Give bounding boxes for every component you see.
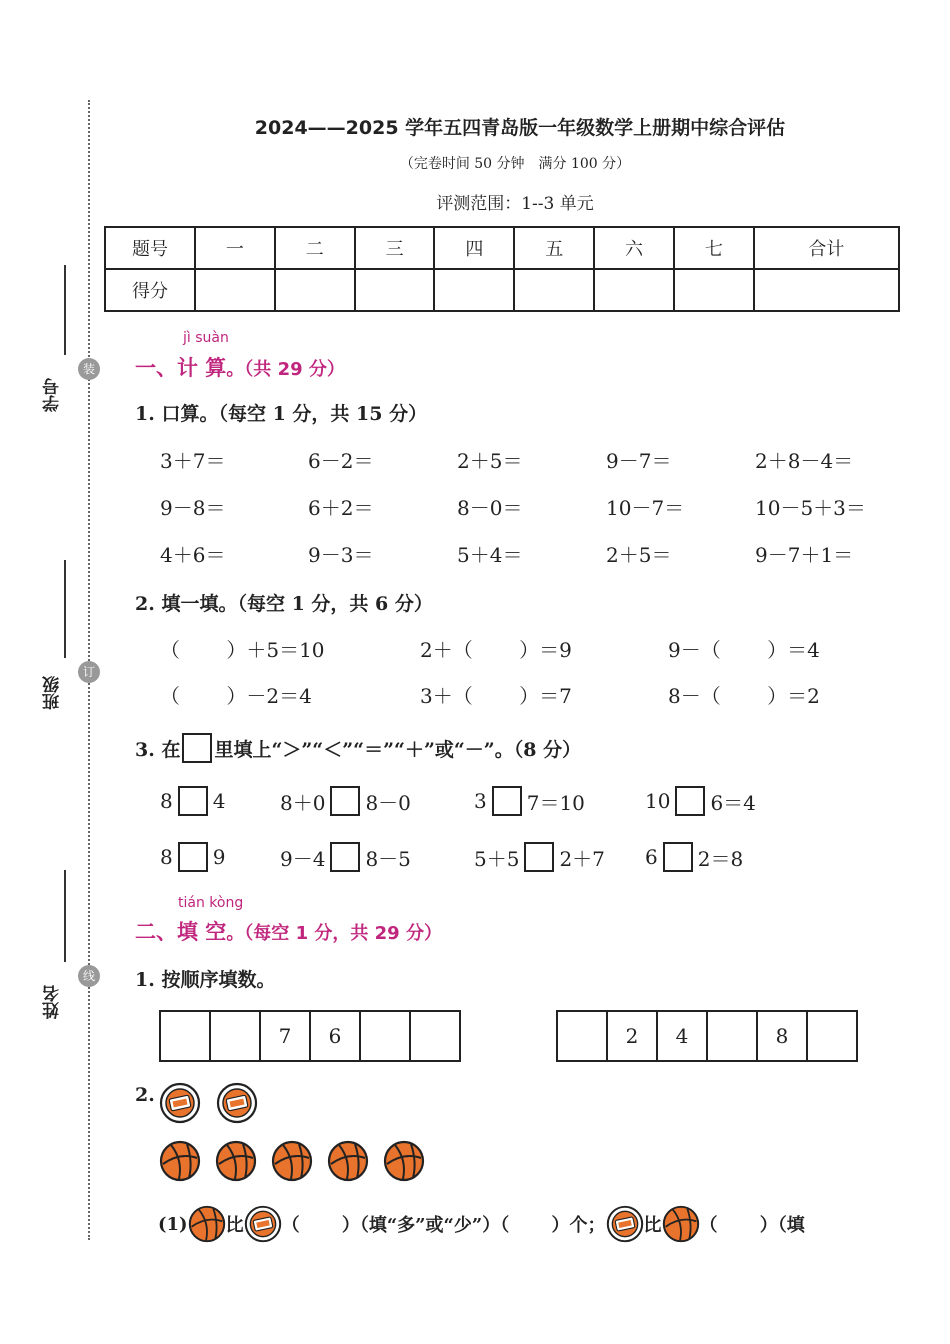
volleyball-icon xyxy=(159,1082,201,1124)
answer-box-icon xyxy=(182,733,212,763)
compare-right: 9 xyxy=(212,845,226,869)
number-sequence-1 xyxy=(159,1010,461,1062)
section-title xyxy=(135,916,442,946)
basketball-icon xyxy=(327,1140,369,1182)
student-id-label: 学号 xyxy=(43,378,63,412)
question-title: 2. xyxy=(135,1084,155,1106)
volleyball-icon xyxy=(606,1205,644,1243)
answer-box[interactable] xyxy=(178,786,208,816)
question-text: （ ）（填“多”或“少”）（ ）个； xyxy=(281,1215,606,1236)
question-line xyxy=(158,1205,805,1243)
basketball-icon xyxy=(383,1140,425,1182)
math-expression: 4＋6＝ xyxy=(160,543,226,567)
compare-right: 8－5 xyxy=(365,846,411,871)
math-expression: 6＋2＝ xyxy=(308,496,374,520)
compare-left: 3 xyxy=(474,789,487,813)
fill-expression[interactable]: 9－（ ）＝4 xyxy=(668,638,820,662)
basketball-icon xyxy=(271,1140,313,1182)
compare-right: 7＝10 xyxy=(526,790,585,815)
table-row-label: 得分 xyxy=(105,269,195,311)
student-id-line xyxy=(64,265,66,355)
compare-right: 8－0 xyxy=(365,790,411,815)
question-suffix: 里填上“＞”“＜”“＝”“＋”或“－”。（8 分） xyxy=(214,738,582,761)
section-score: 。（每空 1 分，共 29 分） xyxy=(226,923,442,944)
score-cell[interactable] xyxy=(275,269,355,311)
compare-item xyxy=(280,786,411,816)
sequence-cell[interactable] xyxy=(361,1012,411,1060)
math-expression: 9－7＝ xyxy=(606,449,672,473)
section-title-text: 一、计 算 xyxy=(135,356,227,380)
sequence-cell[interactable] xyxy=(708,1012,758,1060)
class-line xyxy=(64,560,66,658)
binding-circle: 装 xyxy=(78,358,100,380)
table-row xyxy=(105,227,899,269)
exam-info: （完卷时间 50 分钟 满分 100 分） xyxy=(399,156,631,172)
sequence-cell[interactable]: 6 xyxy=(311,1012,361,1060)
compare-left: 8 xyxy=(160,845,173,869)
score-cell[interactable] xyxy=(355,269,435,311)
table-header-cell: 题号 xyxy=(105,227,195,269)
exam-range: 评测范围：1--3 单元 xyxy=(436,194,594,214)
page-title: 2024——2025 学年五四青岛版一年级数学上册期中综合评估 xyxy=(254,117,786,139)
score-cell[interactable] xyxy=(674,269,754,311)
table-header-cell: 一 xyxy=(195,227,275,269)
table-header-cell: 四 xyxy=(434,227,514,269)
table-header-cell: 二 xyxy=(275,227,355,269)
fill-expression[interactable]: 3＋（ ）＝7 xyxy=(420,684,572,708)
volleyball-icon xyxy=(216,1082,258,1124)
table-header-cell: 六 xyxy=(594,227,674,269)
answer-box[interactable] xyxy=(524,842,554,872)
basketball-icon xyxy=(159,1140,201,1182)
name-line xyxy=(64,870,66,962)
question-title: 1. 按顺序填数。 xyxy=(135,969,276,991)
compare-left: 5＋5 xyxy=(474,846,520,871)
table-header-cell: 五 xyxy=(514,227,594,269)
score-cell[interactable] xyxy=(195,269,275,311)
math-expression: 3＋7＝ xyxy=(160,449,226,473)
score-cell[interactable] xyxy=(434,269,514,311)
binding-circle: 订 xyxy=(78,661,100,683)
math-expression: 8－0＝ xyxy=(457,496,523,520)
math-expression: 2＋5＝ xyxy=(457,449,523,473)
compare-item xyxy=(280,842,411,872)
name-label: 姓名 xyxy=(43,985,63,1019)
sequence-cell[interactable] xyxy=(808,1012,856,1060)
question-title xyxy=(135,733,581,763)
answer-box[interactable] xyxy=(663,842,693,872)
math-expression: 9－8＝ xyxy=(160,496,226,520)
math-expression: 6－2＝ xyxy=(308,449,374,473)
sequence-cell[interactable] xyxy=(411,1012,459,1060)
sequence-cell[interactable] xyxy=(161,1012,211,1060)
score-cell[interactable] xyxy=(594,269,674,311)
compare-right: 2＝8 xyxy=(697,846,744,871)
question-label: (1) xyxy=(158,1213,188,1235)
compare-item xyxy=(474,786,585,816)
section-pinyin: jì suàn xyxy=(183,330,229,346)
compare-left: 10 xyxy=(645,789,671,813)
compare-left: 6 xyxy=(645,845,658,869)
table-row xyxy=(105,269,899,311)
score-cell[interactable] xyxy=(514,269,594,311)
compare-word: 比 xyxy=(643,1215,662,1236)
section-score: 。（共 29 分） xyxy=(226,359,345,380)
answer-box[interactable] xyxy=(178,842,208,872)
fill-expression[interactable]: 8－（ ）＝2 xyxy=(668,684,820,708)
question-title: 2. 填一填。（每空 1 分，共 6 分） xyxy=(135,593,433,615)
binding-circle: 线 xyxy=(78,965,100,987)
table-header-cell: 合计 xyxy=(754,227,899,269)
basketball-icon xyxy=(215,1140,257,1182)
class-label: 班级 xyxy=(43,676,63,710)
compare-item xyxy=(160,786,225,816)
compare-item xyxy=(645,786,756,816)
compare-right: 6＝4 xyxy=(710,790,756,815)
sequence-cell[interactable] xyxy=(211,1012,261,1060)
sequence-cell[interactable]: 7 xyxy=(261,1012,311,1060)
math-expression: 5＋4＝ xyxy=(457,543,523,567)
question-prefix: 3. 在 xyxy=(135,738,181,761)
compare-word: 比 xyxy=(225,1215,244,1236)
math-expression: 9－7＋1＝ xyxy=(755,543,854,567)
answer-box[interactable] xyxy=(330,786,360,816)
score-table xyxy=(104,226,900,312)
math-expression: 10－7＝ xyxy=(606,496,685,520)
basketball-icon xyxy=(662,1205,700,1243)
compare-item xyxy=(474,842,605,872)
compare-left: 9－4 xyxy=(280,846,326,871)
answer-box[interactable] xyxy=(675,786,705,816)
compare-left: 8 xyxy=(160,789,173,813)
math-expression: 2＋5＝ xyxy=(606,543,672,567)
number-sequence-2 xyxy=(556,1010,858,1062)
compare-left: 8＋0 xyxy=(280,790,326,815)
question-text: （ ）（填 xyxy=(699,1215,805,1236)
compare-right: 4 xyxy=(212,789,226,813)
section-title xyxy=(135,352,345,382)
fill-expression[interactable]: （ ）＋5＝10 xyxy=(160,638,325,662)
compare-right: 2＋7 xyxy=(559,846,605,871)
section-title-text: 二、填 空 xyxy=(135,920,227,944)
table-header-cell: 七 xyxy=(674,227,754,269)
sequence-cell[interactable]: 8 xyxy=(758,1012,808,1060)
table-header-cell: 三 xyxy=(355,227,435,269)
math-expression: 9－3＝ xyxy=(308,543,374,567)
answer-box[interactable] xyxy=(330,842,360,872)
fill-expression[interactable]: （ ）－2＝4 xyxy=(160,684,312,708)
math-expression: 2＋8－4＝ xyxy=(755,449,854,473)
section-pinyin: tián kòng xyxy=(178,895,244,911)
fill-expression[interactable]: 2＋（ ）＝9 xyxy=(420,638,572,662)
basketball-icon xyxy=(188,1205,226,1243)
volleyball-icon xyxy=(244,1205,282,1243)
answer-box[interactable] xyxy=(492,786,522,816)
question-title: 1. 口算。（每空 1 分，共 15 分） xyxy=(135,403,428,425)
score-cell[interactable] xyxy=(754,269,899,311)
compare-item xyxy=(160,842,225,872)
math-expression: 10－5＋3＝ xyxy=(755,496,866,520)
sequence-cell[interactable] xyxy=(558,1012,608,1060)
sequence-cell[interactable]: 2 xyxy=(608,1012,658,1060)
sequence-cell[interactable]: 4 xyxy=(658,1012,708,1060)
compare-item xyxy=(645,842,743,872)
